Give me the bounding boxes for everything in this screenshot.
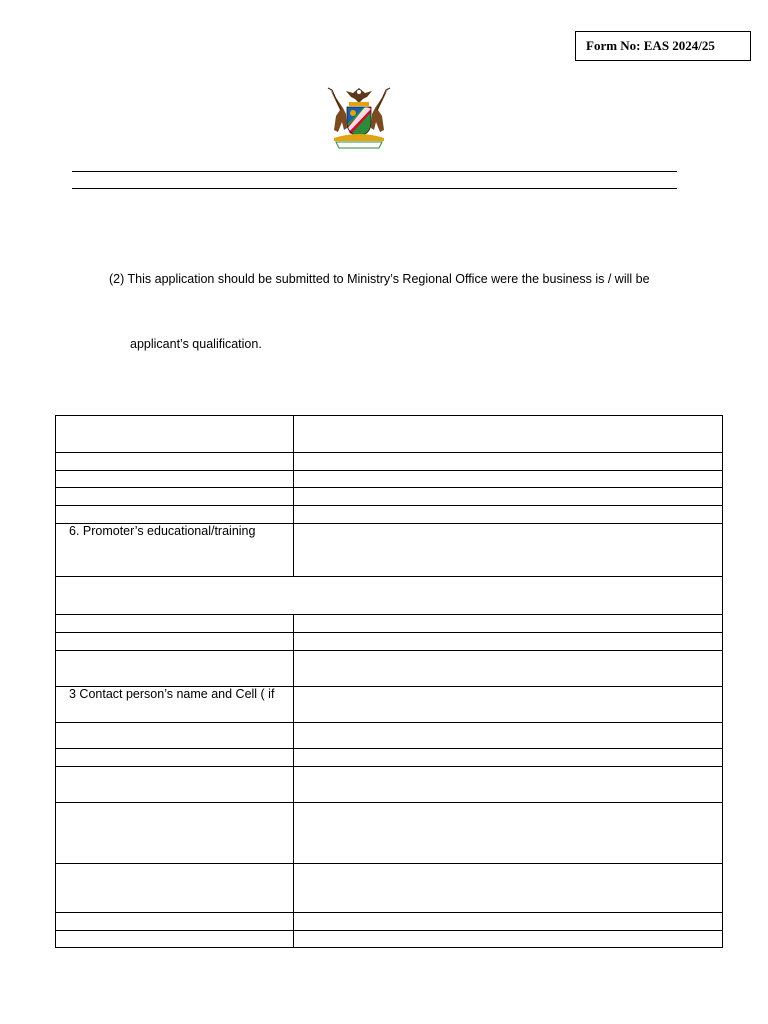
table-row-divider: [56, 452, 722, 453]
application-table: [55, 415, 723, 948]
table-row-divider: [56, 912, 722, 913]
table-row-divider: [56, 470, 722, 471]
table-row-divider: [56, 930, 722, 931]
table-row-divider: [56, 748, 722, 749]
answer-cell[interactable]: [294, 524, 722, 576]
form-number-box: [575, 31, 751, 61]
form-number: Form No: EAS 2024/25: [586, 38, 715, 53]
label-contact-person: 3 Contact person’s name and Cell ( if: [69, 687, 275, 701]
answer-cell[interactable]: [294, 687, 722, 722]
table-row-divider: [56, 722, 722, 723]
header-rule-top: [72, 171, 677, 172]
namibia-coat-of-arms-icon: [322, 86, 396, 150]
table-row-divider: [56, 650, 722, 651]
label-promoter-education: 6. Promoter’s educational/training: [69, 524, 256, 538]
table-row-divider: [56, 863, 722, 864]
submission-note: (2) This application should be submitted to Ministry’s Regional Office were the business is / will be: [109, 272, 650, 286]
table-row-divider: [56, 614, 722, 615]
answer-cell[interactable]: [294, 416, 722, 452]
table-row-divider: [56, 632, 722, 633]
table-row-divider: [56, 802, 722, 803]
table-column-divider: [293, 614, 294, 948]
table-row-divider: [56, 487, 722, 488]
table-row-divider: [56, 576, 722, 577]
header-rule-bottom: [72, 188, 677, 189]
table-row-divider: [56, 766, 722, 767]
table-row-divider: [56, 505, 722, 506]
qualification-note: applicant’s qualification.: [130, 337, 262, 351]
